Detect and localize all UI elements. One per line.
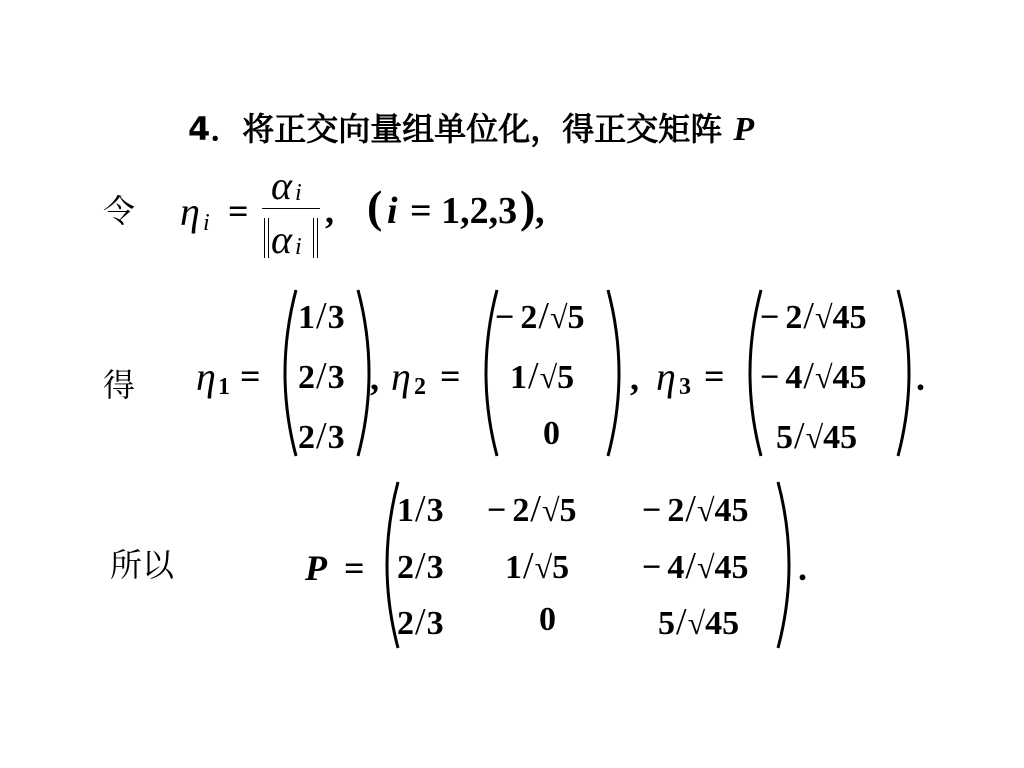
entry-numerator: 2 <box>512 492 530 529</box>
heading-variable: P <box>733 111 755 148</box>
entry-denominator: 3 <box>327 359 345 396</box>
sqrt-icon: √ <box>539 359 558 395</box>
index-variable: i <box>387 190 398 232</box>
entry-minus: − <box>487 492 507 529</box>
fraction-line <box>262 208 320 209</box>
eta2-separator: , <box>630 358 639 398</box>
entry-numerator: 0 <box>543 415 560 452</box>
matrix-cell-r2c1: 2/3 <box>397 545 444 587</box>
entry-numerator: 5 <box>658 605 675 642</box>
entry-denominator: 45 <box>832 359 867 396</box>
entry-numerator: 2 <box>298 419 315 456</box>
eta1-symbol: η <box>196 354 216 399</box>
label-let: 令 <box>103 192 136 230</box>
eta1-left-paren <box>272 288 300 458</box>
eta3-entry-3: 5/√45 <box>776 415 858 457</box>
entry-numerator: 1 <box>397 492 414 529</box>
index-paren-open: ( <box>367 181 383 232</box>
eta1-equals: = <box>240 356 261 396</box>
denominator-subscript: i <box>295 234 302 260</box>
index-paren-close: ) <box>520 181 536 232</box>
entry-numerator: 0 <box>539 601 556 638</box>
eta-subscript: i <box>203 210 210 236</box>
entry-denominator: 45 <box>832 299 867 336</box>
entry-denominator: 5 <box>567 299 585 336</box>
trailing-comma: , <box>535 190 545 232</box>
entry-denominator: 3 <box>327 419 345 456</box>
entry-numerator: 1 <box>505 549 522 586</box>
index-range: = 1,2,3 <box>410 190 518 232</box>
matrix-cell-r2c3: − 4/√45 <box>642 545 749 587</box>
entry-numerator: 4 <box>785 359 803 396</box>
matrix-equals: = <box>344 548 365 588</box>
entry-numerator: 2 <box>520 299 538 336</box>
norm-bar-right-1 <box>313 218 314 258</box>
comma-after-fraction: , <box>325 191 334 231</box>
fraction-numerator: α <box>271 163 292 208</box>
eta3-equals: = <box>704 356 725 396</box>
matrix-cell-r3c3: 5/√45 <box>658 601 740 643</box>
eta2-equals: = <box>440 356 461 396</box>
entry-minus: − <box>642 549 662 586</box>
heading-text: 4．将正交向量组单位化，得正交矩阵 <box>188 110 723 148</box>
entry-denominator: 45 <box>714 492 749 529</box>
matrix-cell-r2c2: 1/√5 <box>505 545 570 587</box>
slide-heading <box>188 104 754 150</box>
entry-numerator: 2 <box>785 299 803 336</box>
entry-denominator: 3 <box>426 492 444 529</box>
matrix-cell-r3c1: 2/3 <box>397 601 444 643</box>
sqrt-icon: √ <box>541 492 560 528</box>
label-get: 得 <box>103 366 136 404</box>
entry-denominator: 5 <box>552 549 570 586</box>
numerator-subscript: i <box>295 180 302 206</box>
matrix-cell-r3c2 <box>539 603 556 637</box>
entry-numerator: 2 <box>298 359 315 396</box>
entry-denominator: 45 <box>714 549 749 586</box>
eta2-subscript: 2 <box>414 374 426 400</box>
matrix-trailing-period: . <box>798 548 807 588</box>
entry-denominator: 5 <box>557 359 575 396</box>
sqrt-icon: √ <box>534 549 553 585</box>
eta2-right-paren <box>604 288 632 458</box>
sqrt-icon: √ <box>814 299 833 335</box>
eta2-entry-1: − 2/√5 <box>495 295 585 337</box>
eta1-entry-3: 2/3 <box>298 415 345 457</box>
matrix-cell-r1c1: 1/3 <box>397 488 444 530</box>
fraction-denominator: α <box>271 217 292 262</box>
eta1-entry-1: 1/3 <box>298 295 345 337</box>
sqrt-icon: √ <box>696 549 715 585</box>
norm-bar-right-2 <box>317 218 318 258</box>
label-so: 所以 <box>110 546 175 584</box>
entry-numerator: 2 <box>397 605 414 642</box>
entry-numerator: 2 <box>667 492 685 529</box>
eta1-subscript: 1 <box>218 374 230 400</box>
entry-denominator: 45 <box>823 419 858 456</box>
sqrt-icon: √ <box>814 359 833 395</box>
eta2-symbol: η <box>391 354 411 399</box>
entry-numerator: 2 <box>397 549 414 586</box>
eta2-entry-3 <box>543 417 560 451</box>
matrix-cell-r1c3: − 2/√45 <box>642 488 749 530</box>
matrix-name: P <box>305 548 327 588</box>
eta3-subscript: 3 <box>679 374 691 400</box>
equals-sign: = <box>228 191 249 231</box>
entry-minus: − <box>760 359 780 396</box>
entry-denominator: 3 <box>327 299 345 336</box>
entry-denominator: 3 <box>426 549 444 586</box>
entry-denominator: 45 <box>705 605 740 642</box>
eta2-entry-2: 1/√5 <box>510 355 575 397</box>
eta-symbol: η <box>180 189 200 234</box>
entry-minus: − <box>495 299 515 336</box>
entry-denominator: 5 <box>559 492 577 529</box>
sqrt-icon: √ <box>805 419 824 455</box>
entry-numerator: 1 <box>510 359 527 396</box>
entry-minus: − <box>760 299 780 336</box>
eta3-separator: . <box>916 358 925 398</box>
sqrt-icon: √ <box>549 299 568 335</box>
entry-numerator: 4 <box>667 549 685 586</box>
entry-numerator: 5 <box>776 419 793 456</box>
norm-bar-left-1 <box>264 218 265 258</box>
matrix-cell-r1c2: − 2/√5 <box>487 488 577 530</box>
norm-bar-left-2 <box>268 218 269 258</box>
sqrt-icon: √ <box>687 605 706 641</box>
eta3-entry-1: − 2/√45 <box>760 295 867 337</box>
entry-numerator: 1 <box>298 299 315 336</box>
eta3-symbol: η <box>656 354 676 399</box>
entry-minus: − <box>642 492 662 529</box>
eta1-entry-2: 2/3 <box>298 355 345 397</box>
eta3-entry-2: − 4/√45 <box>760 355 867 397</box>
entry-denominator: 3 <box>426 605 444 642</box>
sqrt-icon: √ <box>696 492 715 528</box>
eta1-separator: , <box>370 358 379 398</box>
